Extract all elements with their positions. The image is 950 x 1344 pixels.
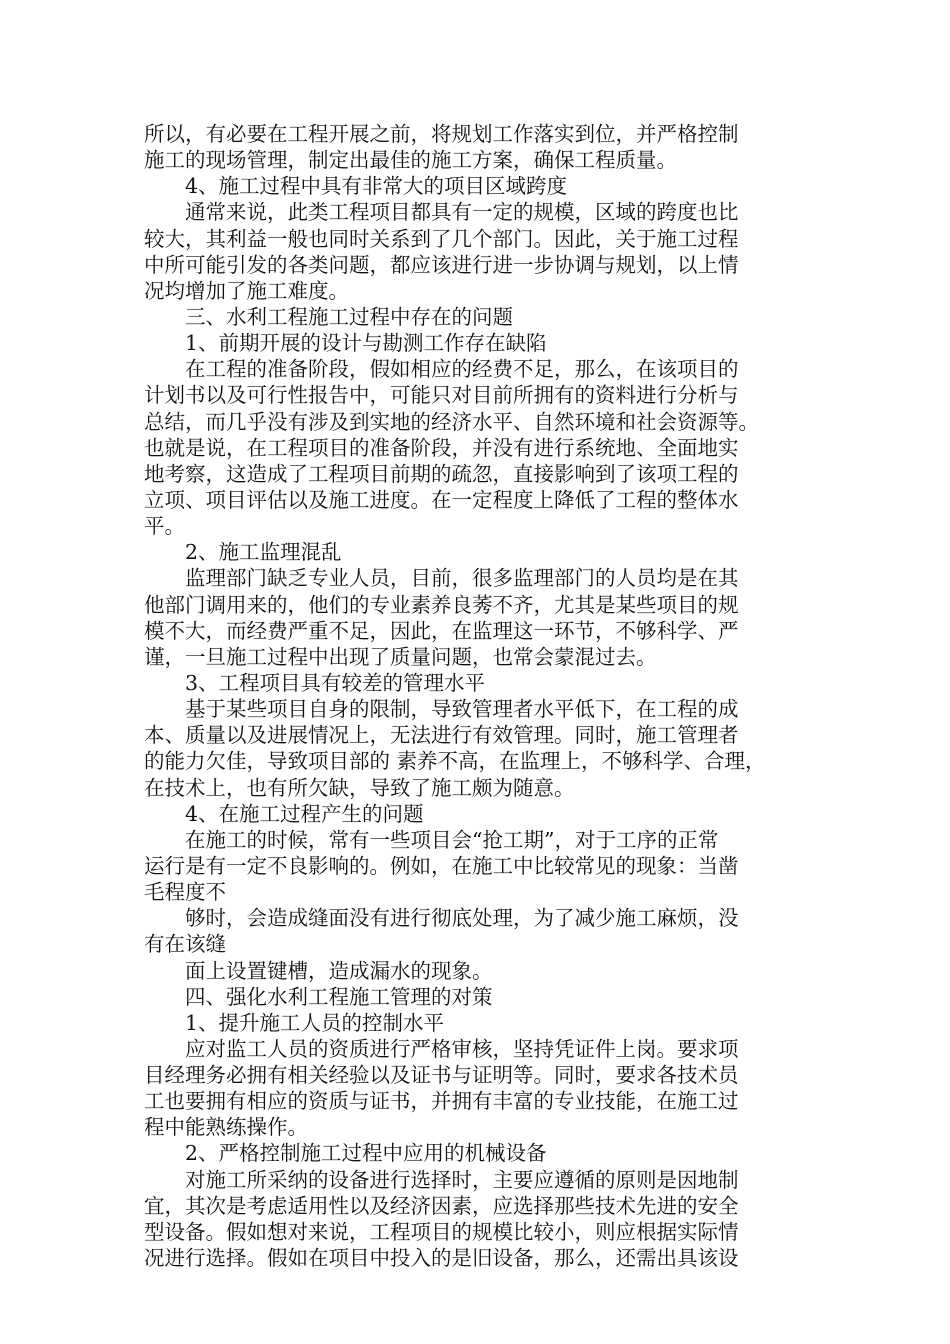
- text-line: 够时，会造成缝面没有进行彻底处理，为了减少施工麻烦，没: [185, 906, 739, 931]
- text-line: 三、水利工程施工过程中存在的问题: [185, 304, 513, 329]
- text-line: 面上设置键槽，造成漏水的现象。: [185, 958, 493, 983]
- text-line: 谨，一旦施工过程中出现了质量问题，也常会蒙混过去。: [144, 644, 657, 669]
- text-line: 中所可能引发的各类问题，都应该进行进一步协调与规划，以上情: [144, 252, 739, 277]
- text-line: 监理部门缺乏专业人员，目前，很多监理部门的人员均是在其: [185, 566, 739, 591]
- text-line: 总结，而几乎没有涉及到实地的经济水平、自然环境和社会资源等。: [144, 409, 759, 434]
- text-line: 在技术上，也有所欠缺，导致了施工颇为随意。: [144, 775, 575, 800]
- text-line: 宜，其次是考虑适用性以及经济因素，应选择那些技术先进的安全: [144, 1193, 739, 1218]
- text-line: 平。: [144, 514, 185, 539]
- text-line: 基于某些项目自身的限制，导致管理者水平低下，在工程的成: [185, 697, 739, 722]
- text-line: 运行是有一定不良影响的。例如，在施工中比较常见的现象：当凿: [144, 853, 739, 878]
- text-line: 有在该缝: [144, 932, 226, 957]
- text-line: 在施工的时候，常有一些项目会“抢工期”，对于工序的正常: [185, 827, 719, 852]
- text-line: 计划书以及可行性报告中，可能只对目前所拥有的资料进行分析与: [144, 383, 739, 408]
- text-line: 毛程度不: [144, 880, 226, 905]
- text-line: 工也要拥有相应的资质与证书，并拥有丰富的专业技能，在施工过: [144, 1089, 739, 1114]
- text-line: 1、提升施工人员的控制水平: [185, 1010, 445, 1035]
- text-line: 目经理务必拥有相关经验以及证书与证明等。同时，要求各技术员: [144, 1063, 739, 1088]
- text-line: 应对监工人员的资质进行严格审核，坚持凭证件上岗。要求项: [185, 1036, 739, 1061]
- text-line: 立项、项目评估以及施工进度。在一定程度上降低了工程的整体水: [144, 487, 739, 512]
- text-line: 况进行选择。假如在项目中投入的是旧设备，那么，还需出具该设: [144, 1246, 739, 1271]
- text-line: 地考察，这造成了工程项目前期的疏忽，直接影响到了该项工程的: [144, 461, 739, 486]
- text-line: 2、施工监理混乱: [185, 540, 342, 565]
- text-line: 模不大，而经费严重不足，因此，在监理这一环节，不够科学、严: [144, 618, 739, 643]
- text-line: 本、质量以及进展情况上，无法进行有效管理。同时，施工管理者: [144, 723, 739, 748]
- text-line: 他部门调用来的，他们的专业素养良莠不齐，尤其是某些项目的规: [144, 592, 739, 617]
- text-line: 况均增加了施工难度。: [144, 278, 349, 303]
- text-line: 4、在施工过程产生的问题: [185, 801, 424, 826]
- text-line: 的能力欠佳，导致项目部的 素养不高，在监理上，不够科学、合理，: [144, 749, 766, 774]
- text-line: 所以，有必要在工程开展之前，将规划工作落实到位，并严格控制: [144, 122, 739, 146]
- text-line: 在工程的准备阶段，假如相应的经费不足，那么，在该项目的: [185, 357, 739, 382]
- text-line: 四、强化水利工程施工管理的对策: [185, 984, 493, 1009]
- text-line: 通常来说，此类工程项目都具有一定的规模，区域的跨度也比: [185, 200, 739, 225]
- text-line: 也就是说，在工程项目的准备阶段，并没有进行系统地、全面地实: [144, 435, 739, 460]
- text-line: 2、严格控制施工过程中应用的机械设备: [185, 1141, 547, 1166]
- text-line: 型设备。假如想对来说，工程项目的规模比较小，则应根据实际情: [144, 1219, 739, 1244]
- text-line: 4、施工过程中具有非常大的项目区域跨度: [185, 174, 568, 199]
- text-line: 较大，其利益一般也同时关系到了几个部门。因此，关于施工过程: [144, 226, 739, 251]
- document-body: [144, 121, 812, 1271]
- text-line: 程中能熟练操作。: [144, 1115, 308, 1140]
- text-line: 3、工程项目具有较差的管理水平: [185, 670, 486, 695]
- text-line: 1、前期开展的设计与勘测工作存在缺陷: [185, 331, 547, 356]
- text-line: 施工的现场管理，制定出最佳的施工方案，确保工程质量。: [144, 148, 677, 173]
- text-line: 对施工所采纳的设备进行选择时，主要应遵循的原则是因地制: [185, 1167, 739, 1192]
